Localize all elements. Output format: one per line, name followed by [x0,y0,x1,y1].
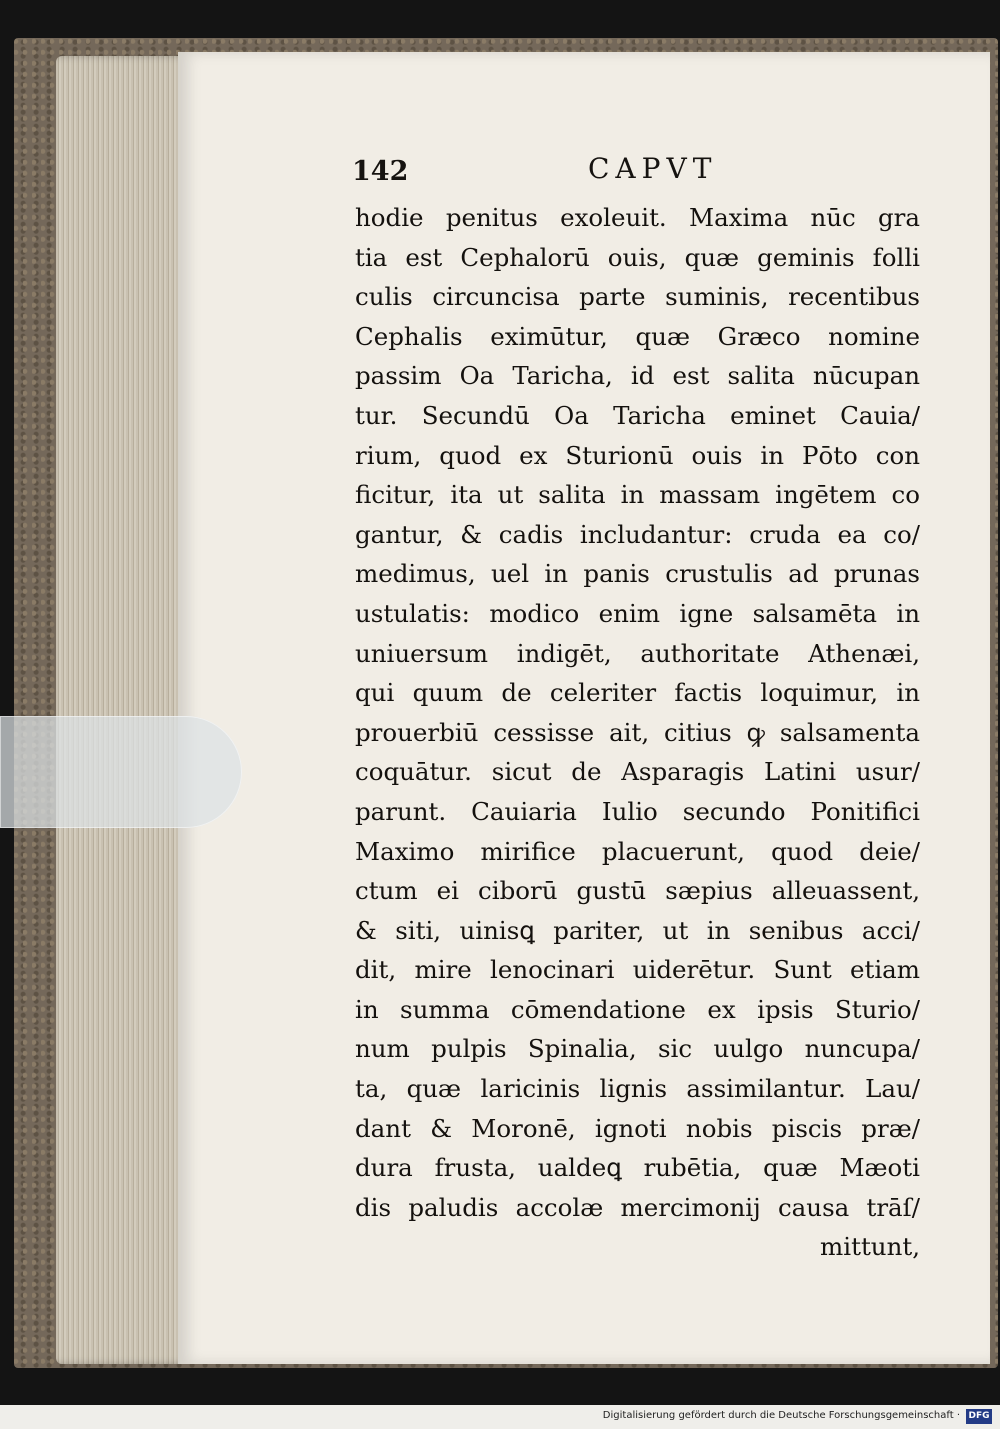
text-line: in summa cōmendatione ex ipsis Sturio/ [355,994,920,1024]
running-head: CAPVT [588,152,718,185]
text-line: dant & Moronē, ignoti nobis piscis præ/ [355,1113,920,1143]
text-line: qui quum de celeriter factis loquimur, in [355,678,920,708]
text-line: ustulatis: modico enim igne salsamēta in [355,598,920,628]
text-line: coquātur. sicut de Asparagis Latini usur/ [355,757,920,787]
text-line: gantur, & cadis includantur: cruda ea co/ [355,519,920,549]
text-line: culis circuncisa parte suminis, recentibus [355,282,920,312]
text-line: rium, quod ex Sturionū ouis in Pōto con [355,440,920,470]
text-line: ctum ei ciborū gustū sæpius alleuassent, [355,876,920,906]
text-block [355,198,920,1267]
text-line: medimus, uel in panis crustulis ad prunas [355,559,920,589]
text-line: hodie penitus exoleuit. Maxima nūc gra [355,203,920,232]
text-line: ta, quæ laricinis lignis assimilantur. Lau/ [355,1074,920,1104]
funding-credit: Digitalisierung gefördert durch die Deutsche Forschungsgemeinschaft · [602,1410,960,1421]
text-line: tia est Cephalorū ouis, quæ geminis folli [355,242,920,272]
footer-bar [0,1405,1000,1429]
transparent-bookmark [0,716,242,828]
text-line: Cephalis eximūtur, quæ Græco nomine [355,321,920,351]
page-header [352,152,922,192]
text-line: & siti, uinisꝗ pariter, ut in senibus acci/ [355,915,920,945]
page-number: 142 [352,156,409,187]
text-line: tur. Secundū Oa Taricha eminet Cauia/ [355,400,920,430]
text-line: parunt. Cauiaria Iulio secundo Ponitifici [355,796,920,826]
text-line: dit, mire lenocinari uiderētur. Sunt etiam [355,955,920,985]
text-line: prouerbiū cessisse ait, citius ꝙ salsamenta [355,717,920,747]
dfg-logo: DFG [966,1409,992,1424]
page-edges [56,56,196,1364]
text-line: ficitur, ita ut salita in massam ingētem co [355,480,920,510]
text-line: dis paludis accolæ mercimonij causa trāſ/ [355,1192,920,1222]
text-line: uniuersum indigēt, authoritate Athenæi, [355,638,920,668]
text-line: passim Oa Taricha, id est salita nūcupan [355,361,920,391]
text-line: num pulpis Spinalia, sic uulgo nuncupa/ [355,1034,920,1064]
catchword: mittunt, [820,1232,920,1262]
text-line: dura frusta, ualdeꝗ rubētia, quæ Mæoti [355,1153,920,1183]
text-line: Maximo mirifice placuerunt, quod deie/ [355,836,920,866]
